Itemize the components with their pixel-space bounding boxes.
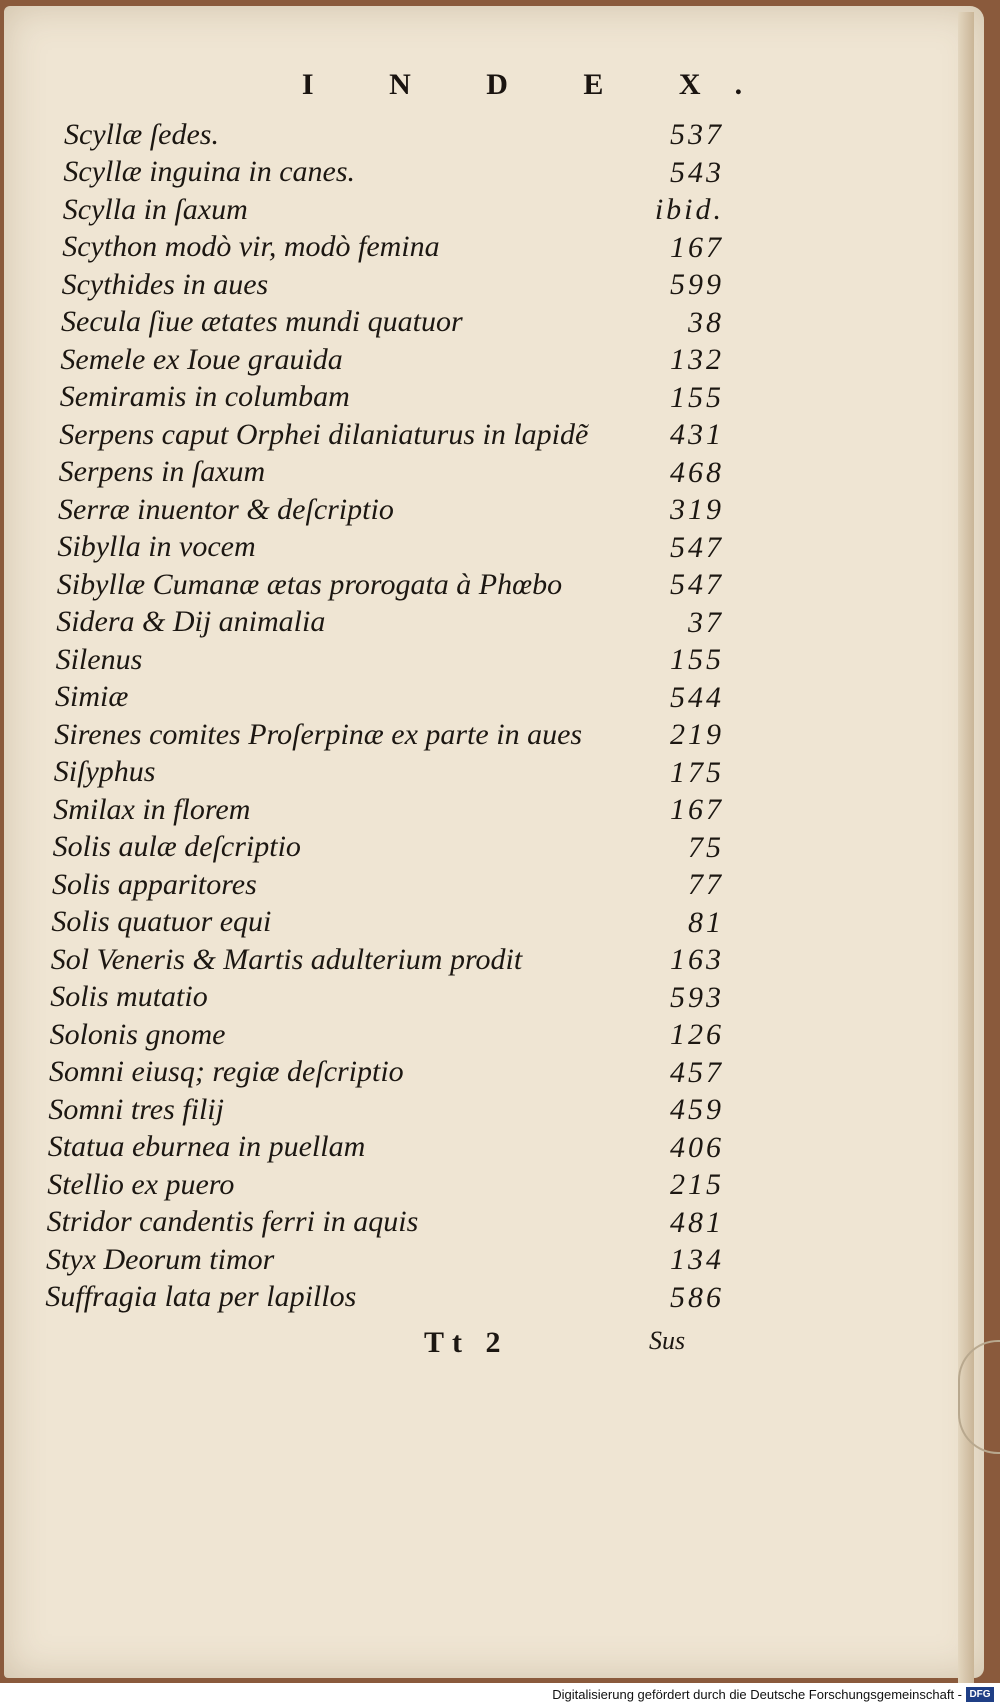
index-term: Scyllæ ſedes. (64, 117, 219, 151)
page-number: 38 (688, 305, 724, 339)
page-number: 544 (670, 680, 724, 714)
page-number: 77 (688, 868, 724, 901)
index-entry (62, 229, 724, 267)
index-term: Stellio ex puero (47, 1167, 235, 1201)
page-number: 155 (670, 643, 724, 676)
index-entry (53, 829, 724, 867)
page-header: I N D E X. (301, 68, 777, 101)
page-number: 81 (688, 905, 724, 939)
index-entry (50, 979, 724, 1017)
page-number: 167 (670, 230, 724, 264)
index-term: Silenus (55, 642, 143, 676)
page-number: 593 (670, 980, 724, 1014)
index-entry (62, 266, 724, 304)
page-number: 547 (670, 530, 724, 564)
page-number: 468 (670, 455, 724, 489)
index-entry (48, 1129, 724, 1167)
index-entry (59, 416, 724, 454)
page-number: 167 (670, 793, 724, 826)
index-term: Stridor candentis ferri in aquis (46, 1205, 419, 1239)
index-entry (53, 791, 724, 829)
index-entry (59, 454, 724, 492)
index-entry (56, 604, 724, 642)
page-number: 219 (670, 718, 724, 751)
index-term: Serpens in ſaxum (58, 455, 266, 489)
index-term: Serpens caput Orphei dilaniaturus in lapidẽ (59, 417, 589, 451)
index-term: Somni eiusq; regiæ deſcriptio (49, 1055, 404, 1089)
page-number: 319 (670, 493, 724, 526)
index-entry (54, 754, 724, 792)
index-term: Statua eburnea in puellam (47, 1130, 366, 1164)
page-number: 37 (688, 605, 724, 639)
index-entry (56, 641, 724, 679)
index-term: Sibylla in vocem (57, 530, 256, 564)
index-term: Solis aulæ deſcriptio (52, 830, 301, 864)
index-entry (55, 679, 724, 717)
index-entry (58, 491, 724, 529)
page-number: 126 (670, 1018, 724, 1051)
page-number: 132 (670, 343, 724, 376)
index-term: Scython modò vir, modò femina (62, 230, 440, 264)
index-entry (45, 1279, 724, 1317)
index-term: Scylla in ſaxum (62, 192, 248, 226)
page-number: 163 (670, 943, 724, 976)
footer-bar (0, 1683, 1000, 1705)
index-term: Sibyllæ Cumanæ ætas prorogata à Phœbo (56, 567, 563, 601)
page-number: 599 (670, 268, 724, 301)
index-term: Sidera & Dij animalia (56, 605, 326, 639)
index-entry (63, 191, 724, 229)
page-number: 175 (670, 755, 724, 789)
page-number: 481 (670, 1205, 724, 1239)
index-entry (60, 341, 724, 379)
index-entry (50, 1016, 724, 1054)
page-number: 406 (670, 1130, 724, 1164)
index-term: Solonis gnome (49, 1017, 226, 1051)
index-term: Simiæ (55, 680, 129, 714)
index-entry (64, 116, 724, 154)
index-term: Solis mutatio (50, 980, 208, 1014)
index-entry (46, 1241, 724, 1279)
page-number: 547 (670, 568, 724, 601)
index-entry (47, 1166, 724, 1204)
index-entry (63, 154, 724, 192)
page-number: 215 (670, 1168, 724, 1201)
index-term: Styx Deorum timor (46, 1242, 275, 1276)
page-number: 586 (670, 1280, 724, 1314)
index-term: Solis quatuor equi (51, 905, 272, 939)
page-number: 431 (670, 418, 724, 451)
signature-mark: Tt 2 (424, 1326, 509, 1359)
index-term: Somni tres filij (48, 1092, 224, 1126)
index-term: Serræ inuentor & deſcriptio (58, 492, 394, 526)
index-entry (60, 379, 724, 417)
page-number: 537 (670, 118, 724, 151)
index-term: Solis apparitores (52, 867, 257, 901)
index-term: Semiramis in columbam (59, 380, 350, 414)
page-number: 459 (670, 1093, 724, 1126)
index-term: Semele ex Ioue grauida (60, 342, 343, 376)
index-term: Smilax in florem (53, 792, 251, 826)
index-entry (51, 904, 724, 942)
index-term: Sol Veneris & Martis adulterium prodit (50, 942, 523, 976)
page-number: 543 (670, 155, 724, 189)
page-number: 134 (670, 1243, 724, 1276)
index-entry (61, 304, 724, 342)
index-term: Secula ſiue ætates mundi quatuor (61, 305, 463, 339)
page-number: ibid. (654, 193, 724, 226)
index-entry (51, 941, 724, 979)
catchword: Sus (649, 1326, 686, 1355)
book-page (4, 6, 984, 1678)
index-term: Siſyphus (53, 755, 156, 789)
clasp-mark (958, 1340, 1000, 1454)
index-term: Scythides in aues (61, 267, 269, 301)
page-number: 155 (670, 380, 724, 414)
page-number: 75 (688, 830, 724, 864)
index-entry (54, 716, 724, 754)
index-entry (47, 1204, 724, 1242)
index-entry (57, 566, 724, 604)
index-term: Suffragia lata per lapillos (45, 1280, 357, 1314)
index-entry (49, 1054, 724, 1092)
index-list (44, 116, 724, 1316)
page-number: 457 (670, 1055, 724, 1089)
index-entry (48, 1091, 724, 1129)
funding-credit: Digitalisierung gefördert durch die Deutsche Forschungsgemeinschaft - (552, 1687, 962, 1702)
index-term: Sirenes comites Proſerpinæ ex parte in aues (54, 717, 583, 751)
index-entry (52, 866, 724, 904)
index-entry (57, 529, 724, 567)
index-term: Scyllæ inguina in canes. (63, 155, 356, 189)
dfg-logo: DFG (966, 1687, 994, 1702)
